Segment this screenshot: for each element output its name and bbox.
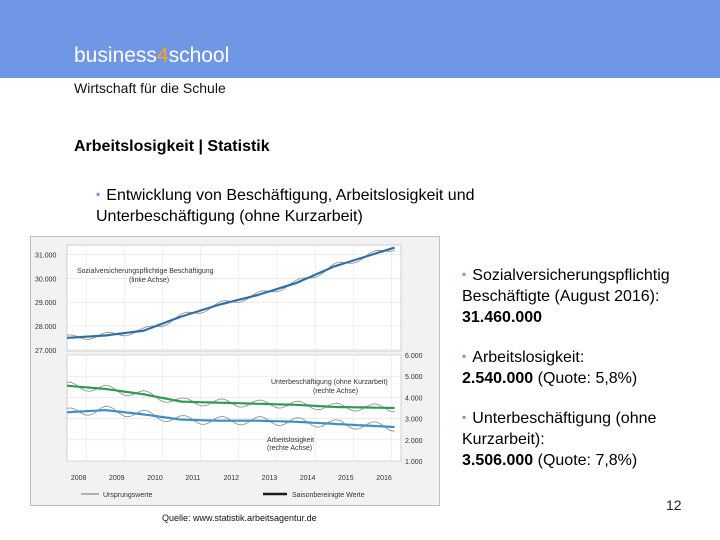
x-tick-label: 2008 — [70, 475, 87, 482]
x-tick-label: 2009 — [108, 475, 125, 482]
y-tick-label: 31.000 — [35, 252, 57, 260]
y-tick-label: 6.000 — [405, 353, 423, 360]
y-tick-label: 28.000 — [35, 323, 57, 331]
stats-list — [462, 264, 712, 489]
y-tick-label: 2.000 — [405, 437, 423, 445]
bullet-icon: ▪ — [462, 267, 467, 281]
employment-axis-note: (linke Achse) — [129, 277, 170, 284]
brand-text-accent: 4 — [156, 44, 169, 67]
stat-label: Sozialversicherungspflichtig Beschäftigte (August 2016): — [462, 267, 670, 305]
brand-text-1: business — [74, 44, 157, 67]
underemployment-series-label: Unterbeschäftigung (ohne Kurzarbeit) — [271, 379, 388, 386]
brand-text-2: school — [168, 44, 230, 67]
stat-unemployment — [462, 346, 712, 389]
stat-label: Arbeitslosigkeit: — [472, 349, 585, 366]
y-tick-label: 27.000 — [35, 347, 57, 355]
intro-text: Entwicklung von Beschäftigung, Arbeitslosigkeit und Unterbeschäftigung (ohne Kurzarbeit) — [96, 187, 475, 225]
unemployment-axis-note: (rechte Achse) — [267, 445, 313, 452]
y-tick-label: 1.000 — [405, 459, 423, 466]
y-tick-label: 30.000 — [35, 276, 57, 284]
stat-quote: (Quote: 5,8%) — [533, 370, 638, 387]
stat-value: 3.506.000 — [462, 452, 534, 469]
x-tick-label: 2010 — [147, 475, 163, 482]
x-tick-label: 2012 — [223, 475, 240, 482]
legend-seasonal-label: Saisonbereinigte Werte — [292, 492, 365, 499]
bullet-icon: ▪ — [96, 187, 101, 201]
x-tick-label: 2015 — [338, 475, 354, 482]
statistics-chart — [30, 236, 440, 506]
y-tick-label: 4.000 — [405, 395, 423, 403]
x-tick-label: 2016 — [376, 475, 392, 482]
employment-series-label: Sozialversicherungspflichtige Beschäftigung — [77, 268, 214, 275]
legend-raw-label: Ursprungswerte — [103, 492, 153, 499]
header-bar — [0, 0, 720, 78]
unemployment-series-label: Arbeitslosigkeit — [267, 437, 315, 444]
stat-label: Unterbeschäftigung (ohne Kurzarbeit): — [462, 410, 657, 448]
stat-underemployment — [462, 407, 712, 471]
bullet-icon: ▪ — [462, 410, 467, 424]
slide-title: Arbeitslosigkeit | Statistik — [74, 138, 270, 155]
brand-logo — [74, 44, 229, 68]
stat-value: 2.540.000 — [462, 370, 534, 387]
x-tick-label: 2013 — [261, 475, 278, 482]
y-tick-label: 3.000 — [405, 416, 423, 424]
bullet-icon: ▪ — [462, 349, 467, 363]
y-tick-label: 29.000 — [35, 300, 57, 308]
header-subtitle: Wirtschaft für die Schule — [74, 80, 226, 96]
source-citation: Quelle: www.statistik.arbeitsagentur.de — [162, 513, 317, 523]
intro-bullet — [96, 184, 566, 227]
stat-employment — [462, 264, 712, 328]
chart-svg — [31, 237, 439, 505]
page-number: 12 — [666, 497, 682, 513]
x-tick-label: 2014 — [299, 475, 316, 482]
y-tick-label: 5.000 — [405, 374, 423, 382]
x-tick-label: 2011 — [185, 475, 201, 482]
stat-quote: (Quote: 7,8%) — [533, 452, 638, 469]
underemployment-axis-note: (rechte Achse) — [313, 388, 359, 395]
stat-value: 31.460.000 — [462, 309, 543, 326]
